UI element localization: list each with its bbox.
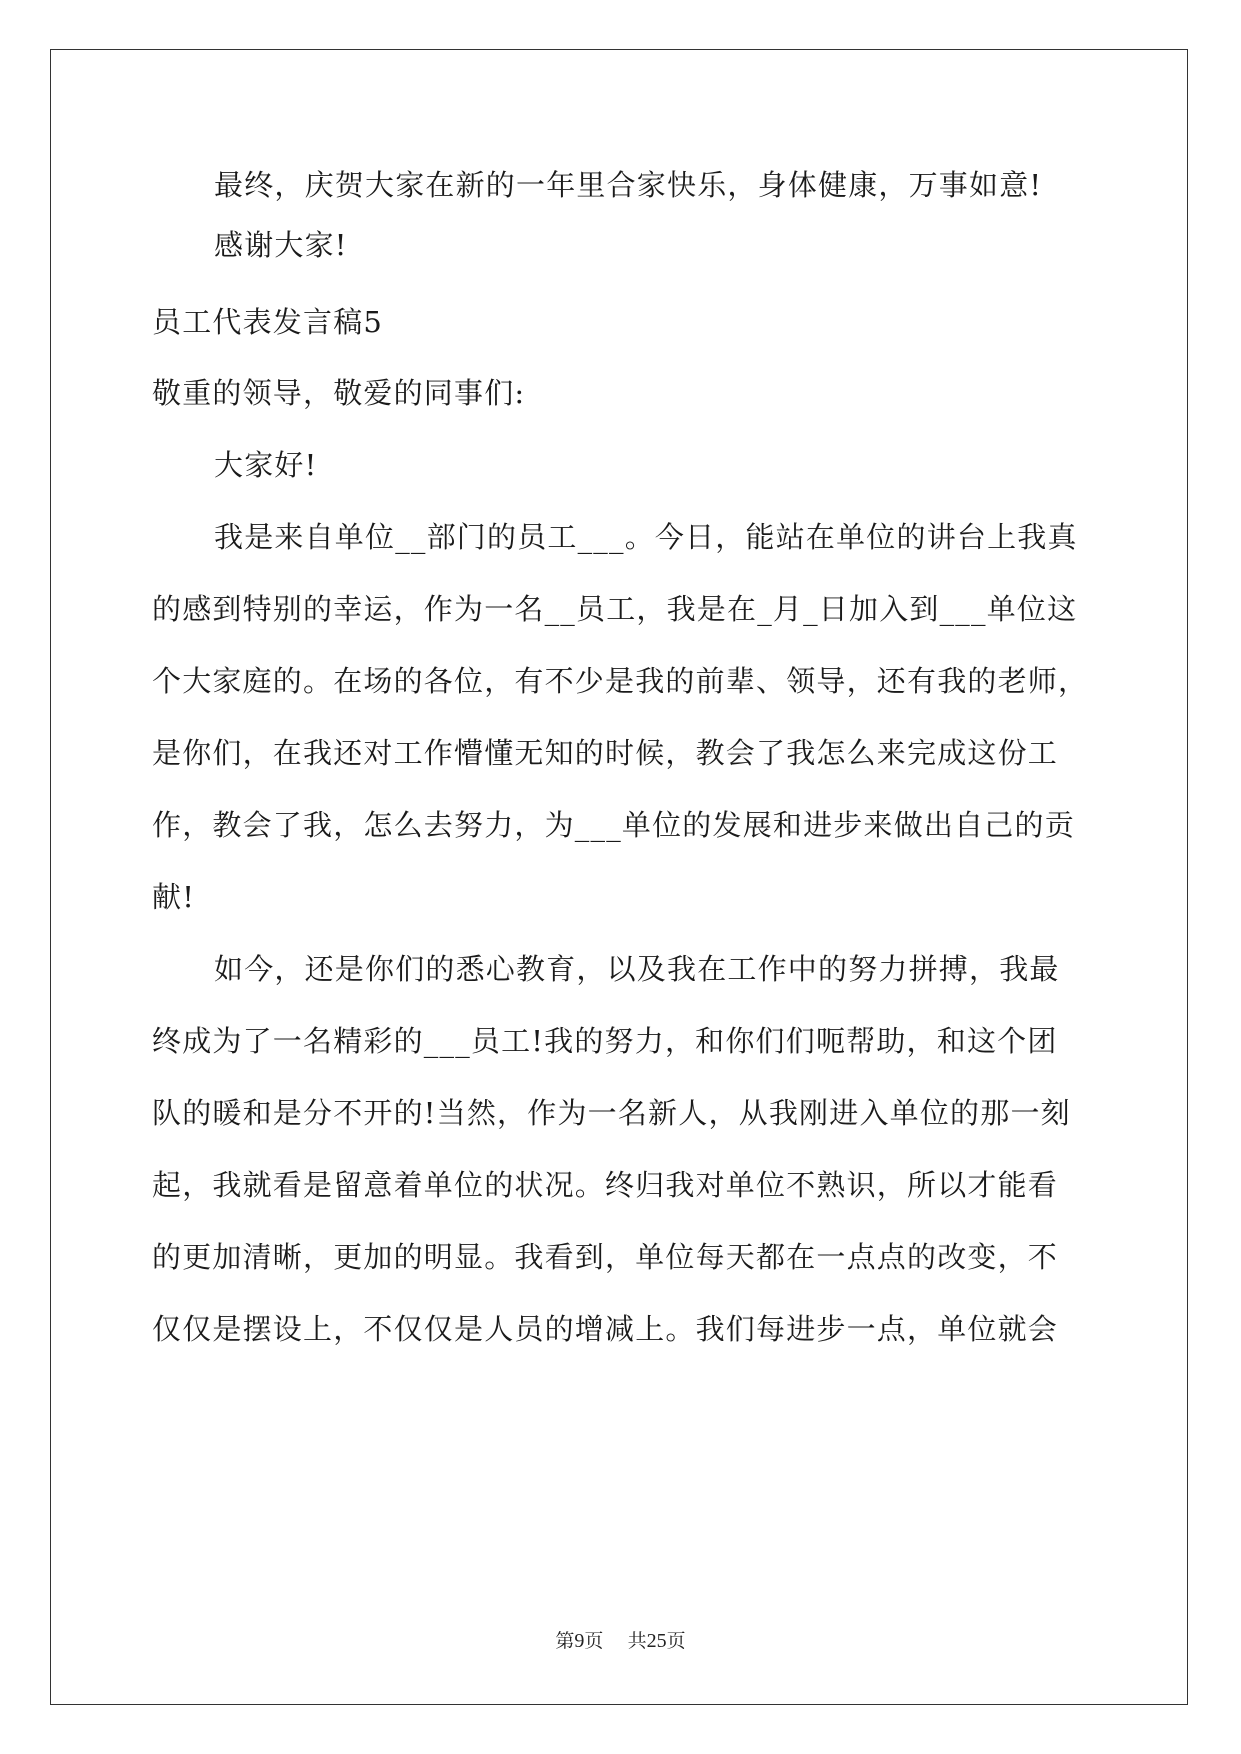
paragraph-line: 献! (152, 880, 196, 914)
page-border (50, 49, 1188, 1705)
paragraph-line: 的更加清晰，更加的明显。我看到，单位每天都在一点点的改变，不 (152, 1240, 1059, 1274)
paragraph-line: 个大家庭的。在场的各位，有不少是我的前辈、领导，还有我的老师， (152, 664, 1089, 698)
paragraph-line: 的感到特别的幸运，作为一名__员工，我是在_月_日加入到___单位这 (152, 592, 1078, 626)
total-suffix: 页 (666, 1630, 686, 1652)
greeting: 大家好! (214, 448, 318, 482)
paragraph-line: 我是来自单位__部门的员工___。今日，能站在单位的讲台上我真 (214, 520, 1078, 554)
paragraph-line: 作，教会了我，怎么去努力，为___单位的发展和进步来做出自己的贡 (152, 808, 1075, 842)
page-suffix: 页 (584, 1630, 604, 1652)
total-prefix: 共 (627, 1630, 647, 1652)
section-heading: 员工代表发言稿5 (152, 305, 384, 339)
paragraph-line: 队的暖和是分不开的!当然，作为一名新人，从我刚进入单位的那一刻 (152, 1096, 1071, 1130)
paragraph-line: 仅仅是摆设上，不仅仅是人员的增减上。我们每进步一点，单位就会 (152, 1312, 1059, 1346)
paragraph-line: 起，我就看是留意着单位的状况。终归我对单位不熟识，所以才能看 (152, 1168, 1059, 1202)
paragraph-line: 是你们，在我还对工作懵懂无知的时候，教会了我怎么来完成这份工 (152, 736, 1059, 770)
page-footer (0, 1628, 1241, 1654)
page-prefix: 第 (555, 1630, 575, 1652)
closing-paragraph: 最终，庆贺大家在新的一年里合家快乐，身体健康，万事如意! (214, 168, 1043, 202)
paragraph-line: 如今，还是你们的悉心教育，以及我在工作中的努力拼搏，我最 (214, 952, 1060, 986)
paragraph-line: 终成为了一名精彩的___员工!我的努力，和你们们呃帮助，和这个团 (152, 1024, 1058, 1058)
thanks-line: 感谢大家! (214, 228, 348, 262)
salutation: 敬重的领导，敬爱的同事们: (152, 376, 526, 410)
page-number: 9 (574, 1630, 585, 1652)
total-pages: 25 (646, 1630, 667, 1652)
